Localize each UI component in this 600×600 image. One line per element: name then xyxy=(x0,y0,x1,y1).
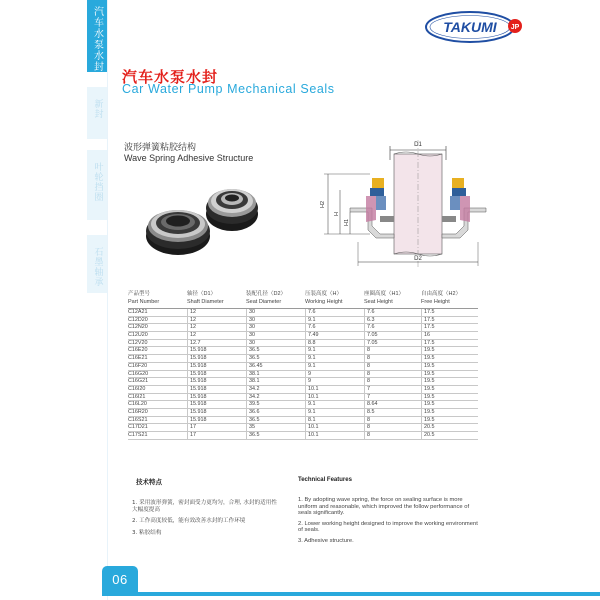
table-cell: 38.1 xyxy=(246,371,305,379)
table-row xyxy=(128,394,478,402)
table-cell: 12 xyxy=(187,309,246,317)
table-cell: 15.918 xyxy=(187,363,246,371)
table-row xyxy=(128,309,478,317)
feature-item: 2. Lower working height designed to improve the working environment of seals. xyxy=(298,520,478,534)
table-cell: 15.918 xyxy=(187,378,246,386)
col-header-free-height: 自由高度（H2） Free Height xyxy=(421,291,462,305)
table-cell: 17.5 xyxy=(421,324,478,332)
table-cell: 15.918 xyxy=(187,347,246,355)
table-cell: 30 xyxy=(246,324,305,332)
page-number-badge xyxy=(102,566,138,592)
table-cell: 38.1 xyxy=(246,378,305,386)
table-cell: 36.6 xyxy=(246,409,305,417)
features-title-cn: 技术特点 xyxy=(136,478,162,486)
table-cell: 19.5 xyxy=(421,378,478,386)
table-cell: 9 xyxy=(305,378,364,386)
table-cell: 30 xyxy=(246,332,305,340)
table-row xyxy=(128,417,478,425)
table-cell: C17S21 xyxy=(128,432,148,438)
table-cell: 7.49 xyxy=(305,332,364,340)
table-cell: C16I21 xyxy=(128,393,146,400)
table-cell: C16R20 xyxy=(128,408,148,415)
sidebar-tab-graphite-bearings[interactable] xyxy=(87,235,107,293)
label-h: H xyxy=(334,212,340,216)
table-cell: 15.918 xyxy=(187,355,246,363)
table-cell: 19.5 xyxy=(421,386,478,394)
table-cell: C12U20 xyxy=(128,332,148,339)
table-row xyxy=(128,347,478,355)
label-h1: H1 xyxy=(344,218,350,226)
table-cell: 36.5 xyxy=(246,432,305,440)
table-cell: 9.1 xyxy=(305,347,364,355)
table-header xyxy=(128,291,478,309)
features-title-en: Technical Features xyxy=(298,477,352,483)
table-cell: 34.2 xyxy=(246,386,305,394)
table-row xyxy=(128,409,478,417)
table-cell: 15.918 xyxy=(187,409,246,417)
table-cell: 19.5 xyxy=(421,409,478,417)
feature-item: 1. By adopting wave spring, the force on sealing surface is more uniform and reasonable, which improved the follow performance of seals significantly. xyxy=(298,497,470,517)
table-cell: 19.5 xyxy=(421,401,478,409)
table-row xyxy=(128,355,478,363)
label-d1: D1 xyxy=(414,142,422,148)
table-cell: 19.5 xyxy=(421,417,478,425)
table-cell: C17D21 xyxy=(128,424,148,431)
col-header-part-number: 产品型号 Part Number xyxy=(128,291,160,305)
table-row xyxy=(128,386,478,394)
sidebar-tab-new-seals[interactable] xyxy=(87,87,107,139)
table-cell: 7 xyxy=(364,386,421,394)
section-subtitle-en: Wave Spring Adhesive Structure xyxy=(124,153,254,163)
table-cell: 9.1 xyxy=(305,355,364,363)
sidebar-divider xyxy=(107,0,108,600)
table-cell: 17.5 xyxy=(421,317,478,325)
table-cell: 9.1 xyxy=(305,363,364,371)
features-list-en xyxy=(298,497,483,549)
table-cell: 10.1 xyxy=(305,386,364,394)
table-row xyxy=(128,363,478,371)
table-cell: C16S21 xyxy=(128,416,148,423)
bottom-rule xyxy=(102,592,600,596)
features-list-cn xyxy=(132,500,282,541)
table-cell: 8 xyxy=(364,371,421,379)
table-cell: 8.5 xyxy=(364,409,421,417)
table-cell: 17 xyxy=(187,424,246,432)
table-cell: C16G20 xyxy=(128,370,149,377)
table-row xyxy=(128,378,478,386)
col-header-seat-height: 座圈高度（H1） Seat Height xyxy=(364,291,405,305)
table-cell: 7.05 xyxy=(364,340,421,348)
table-cell: 10.1 xyxy=(305,432,364,440)
table-cell: C12D20 xyxy=(128,316,148,323)
table-cell: 10.1 xyxy=(305,424,364,432)
table-cell: C16I20 xyxy=(128,385,146,392)
table-cell: 7.6 xyxy=(305,309,364,317)
table-cell: 12 xyxy=(187,317,246,325)
table-cell: 12.7 xyxy=(187,340,246,348)
page-title-cn: 汽车水泵水封 xyxy=(122,68,219,86)
section-subtitle-cn: 波形弹簧粘胶结构 xyxy=(124,143,197,153)
table-cell: 17.5 xyxy=(421,340,478,348)
logo-badge: JP xyxy=(510,24,520,31)
table-cell: 15.918 xyxy=(187,401,246,409)
table-cell: 8.8 xyxy=(305,340,364,348)
table-cell: 8 xyxy=(364,347,421,355)
table-cell: 19.5 xyxy=(421,355,478,363)
col-header-shaft-diameter: 轴径（D1） Shaft Diameter xyxy=(187,291,224,305)
sidebar-tab-label: 石墨轴承 xyxy=(92,247,103,287)
sidebar-tab-water-pump-seals[interactable] xyxy=(87,0,107,72)
feature-item: 1. 采用波形弹簧，密封面受力更均匀，合理, 水封的适用性大幅度提高 xyxy=(132,500,277,514)
table-cell: 8 xyxy=(364,424,421,432)
table-row xyxy=(128,401,478,409)
table-cell: 12 xyxy=(187,332,246,340)
sidebar-tab-label: 叶轮挡圈 xyxy=(92,162,103,202)
table-cell: 7 xyxy=(364,394,421,402)
table-cell: 15.918 xyxy=(187,386,246,394)
page-number: 06 xyxy=(112,571,128,587)
table-cell: 8 xyxy=(364,355,421,363)
sidebar xyxy=(0,0,107,600)
product-photo xyxy=(142,176,266,262)
table-cell: 7.6 xyxy=(364,324,421,332)
table-cell: 8 xyxy=(364,417,421,425)
table-cell: 12 xyxy=(187,324,246,332)
table-row xyxy=(128,432,478,440)
feature-item: 3. 粘胶结构 xyxy=(132,529,162,536)
table-cell: C16E20 xyxy=(128,347,148,354)
table-cell: C16F20 xyxy=(128,362,148,369)
table-cell: 6.3 xyxy=(364,317,421,325)
feature-item: 2. 工作高度较低，能有效改善水封的工作环境 xyxy=(132,518,246,525)
table-cell: 36.45 xyxy=(246,363,305,371)
table-cell: 36.5 xyxy=(246,417,305,425)
table-row xyxy=(128,317,478,325)
table-cell: 19.5 xyxy=(421,371,478,379)
takumi-logo xyxy=(424,10,526,44)
table-cell: 8.1 xyxy=(305,417,364,425)
table-cell: 7.6 xyxy=(364,309,421,317)
table-cell: 34.2 xyxy=(246,394,305,402)
table-cell: 8 xyxy=(364,363,421,371)
table-row xyxy=(128,340,478,348)
table-cell: 17 xyxy=(187,432,246,440)
table-cell: 9.1 xyxy=(305,401,364,409)
table-cell: 30 xyxy=(246,340,305,348)
table-cell: C12A21 xyxy=(128,309,148,315)
logo-text: TAKUMI xyxy=(443,19,497,35)
seal-cross-section-drawing xyxy=(310,130,510,270)
table-cell: 8.64 xyxy=(364,401,421,409)
table-cell: 8 xyxy=(364,432,421,440)
feature-item: 3. Adhesive structure. xyxy=(298,537,354,544)
table-cell: 17.5 xyxy=(421,309,478,317)
table-cell: 19.5 xyxy=(421,363,478,371)
table-cell: 15.918 xyxy=(187,394,246,402)
table-cell: 39.5 xyxy=(246,401,305,409)
table-cell: 20.5 xyxy=(421,424,478,432)
table-row xyxy=(128,424,478,432)
table-cell: C12V20 xyxy=(128,339,148,346)
table-cell: 19.5 xyxy=(421,394,478,402)
table-cell: 7.05 xyxy=(364,332,421,340)
table-cell: C16G21 xyxy=(128,378,149,385)
label-d2: D2 xyxy=(414,256,422,262)
table-row xyxy=(128,332,478,340)
table-cell: 36.5 xyxy=(246,355,305,363)
table-cell: 9 xyxy=(305,371,364,379)
table-cell: 16 xyxy=(421,332,478,340)
table-cell: 30 xyxy=(246,309,305,317)
table-cell: 35 xyxy=(246,424,305,432)
table-cell: 9.1 xyxy=(305,409,364,417)
table-cell: 20.5 xyxy=(421,432,478,440)
table-cell: C16E21 xyxy=(128,355,148,362)
table-cell: 15.918 xyxy=(187,417,246,425)
table-row xyxy=(128,371,478,379)
sidebar-tab-label: 新封 xyxy=(92,99,103,119)
col-header-seat-diameter: 装配孔径（D2） Seat Diameter xyxy=(246,291,287,305)
label-h2: H2 xyxy=(320,200,326,208)
table-cell: 30 xyxy=(246,317,305,325)
table-cell: 19.5 xyxy=(421,347,478,355)
table-cell: C12N20 xyxy=(128,324,148,331)
page-title-en: Car Water Pump Mechanical Seals xyxy=(122,82,335,96)
table-cell: 36.5 xyxy=(246,347,305,355)
sidebar-tab-label: 汽车水泵水封 xyxy=(91,6,103,72)
table-body xyxy=(128,309,478,440)
table-cell: 10.1 xyxy=(305,394,364,402)
specs-table xyxy=(128,291,478,440)
table-cell: C16L20 xyxy=(128,401,147,408)
table-row xyxy=(128,324,478,332)
table-cell: 15.918 xyxy=(187,371,246,379)
col-header-working-height: 压装高度（H） Working Height xyxy=(305,291,343,305)
table-cell: 7.6 xyxy=(305,324,364,332)
table-cell: 8 xyxy=(364,378,421,386)
sidebar-tab-impeller-rings[interactable] xyxy=(87,150,107,220)
table-cell: 9.1 xyxy=(305,317,364,325)
